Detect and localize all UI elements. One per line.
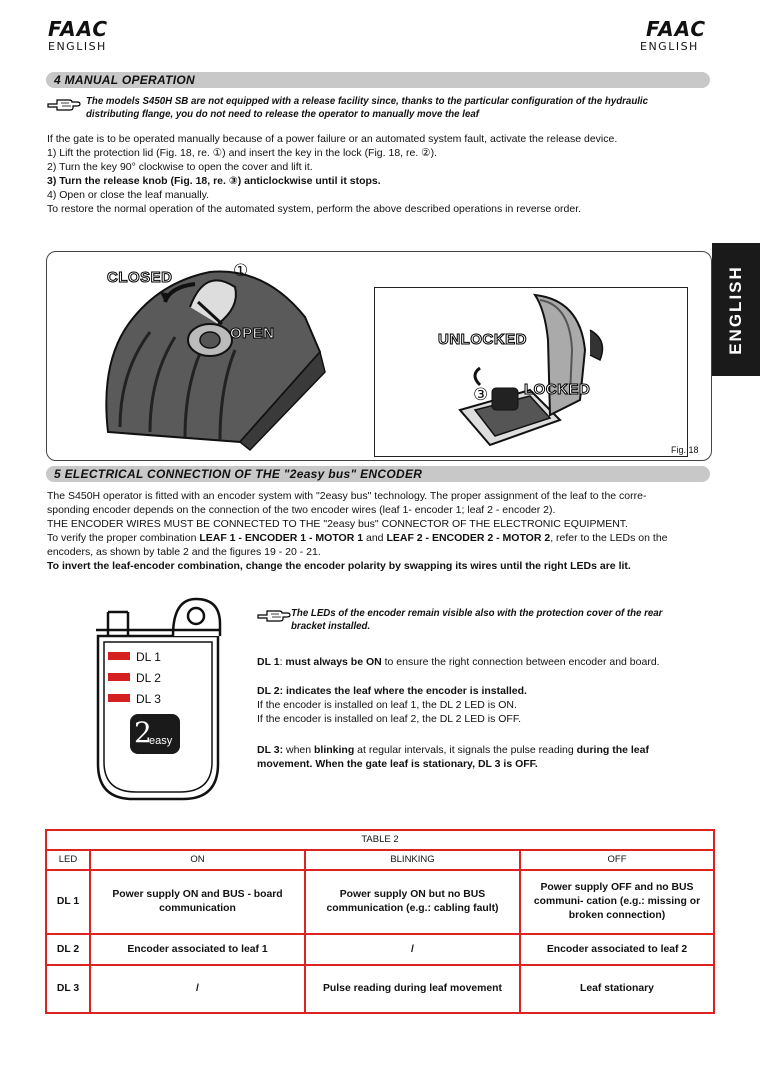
section-5-line-5: encoders, as shown by table 2 and the figures 19 - 20 - 21. — [47, 546, 321, 558]
dl3-c: at regular intervals, it signals the pulse reading — [354, 744, 577, 756]
dl2-line-1: If the encoder is installed on leaf 1, the DL 2 LED is ON. — [257, 699, 517, 711]
section-4-note-line-1: The models S450H SB are not equipped with a release facility since, thanks to the particular configuration of the hydraulic — [86, 96, 649, 107]
table-cell: DL 1 — [46, 870, 90, 934]
faac-logo-left: FAAC — [48, 17, 109, 41]
table-cell: Power supply OFF and no BUS communi- cation (e.g.: missing or broken connection) — [520, 870, 714, 934]
table-cell: Power supply ON but no BUS communication (e.g.: cabling fault) — [305, 870, 520, 934]
pointing-hand-icon — [47, 95, 81, 111]
section-4-intro: If the gate is to be operated manually because of a power failure or an automated system fault, activate the release device. — [47, 133, 618, 145]
dl3-a: when — [283, 744, 314, 756]
dl3-line-1 — [257, 743, 649, 757]
label-closed: CLOSED — [107, 269, 173, 286]
dl2-title: DL 2: indicates the leaf where the encoder is installed. — [257, 685, 527, 697]
label-locked: LOCKED — [524, 381, 591, 398]
reference-3: ③ — [473, 385, 489, 404]
table-cell: DL 2 — [46, 934, 90, 965]
dl3-line-2 — [257, 757, 538, 771]
figure-18-caption: Fig. 18 — [671, 445, 699, 455]
table-header-off: OFF — [520, 850, 714, 870]
table-header-led: LED — [46, 850, 90, 870]
line-4-tail: , refer to the LEDs on the — [550, 532, 668, 544]
section-4-closing: To restore the normal operation of the automated system, perform the above described operations in reverse order. — [47, 203, 582, 215]
section-4-note-line-2: distributing flange, you do not need to release the operator to manually move the leaf — [86, 109, 479, 120]
step-1: 1) Lift the protection lid (Fig. 18, re. ①) and insert the key in the lock (Fig. 18, re. ②). — [47, 147, 437, 159]
operator-lid-illustration — [90, 262, 350, 452]
table-header-blinking: BLINKING — [305, 850, 520, 870]
table-row — [46, 965, 714, 1013]
line-4-text: To verify the proper combination — [47, 532, 200, 544]
line-4-combo-2: LEAF 2 - ENCODER 2 - MOTOR 2 — [386, 532, 551, 544]
side-tab-label: ENGLISH — [726, 264, 745, 355]
table-row — [46, 870, 714, 934]
dl1-description: DL 1: must always be ON to ensure the right connection between encoder and board. — [257, 656, 660, 668]
dl3-f: . When the gate leaf is stationary, DL 3 is OFF. — [309, 758, 538, 770]
faac-logo-right: FAAC — [646, 17, 707, 41]
section-5-title: 5 ELECTRICAL CONNECTION OF THE "2easy bus" ENCODER — [54, 467, 423, 481]
encoder-label-dl1: DL 1 — [136, 650, 161, 664]
dl2-line-2: If the encoder is installed on leaf 2, the DL 2 LED is OFF. — [257, 713, 521, 725]
table-cell: Encoder associated to leaf 2 — [520, 934, 714, 965]
table-caption: TABLE 2 — [46, 830, 714, 850]
dl1-bold: must always be ON — [285, 656, 382, 668]
table-cell: DL 3 — [46, 965, 90, 1013]
table-cell: Encoder associated to leaf 1 — [90, 934, 305, 965]
step-2: 2) Turn the key 90° clockwise to open the cover and lift it. — [47, 161, 313, 173]
led-dl3 — [108, 694, 130, 702]
table-cell: Pulse reading during leaf movement — [305, 965, 520, 1013]
encoder-label-dl3: DL 3 — [136, 692, 161, 706]
dl3-movement: movement — [257, 758, 310, 770]
release-knob-illustration — [440, 290, 610, 450]
2easy-logo-digit: 2 — [134, 716, 152, 749]
table-cell: Leaf stationary — [520, 965, 714, 1013]
table-cell: / — [90, 965, 305, 1013]
section-5-line-3: THE ENCODER WIRES MUST BE CONNECTED TO THE "2easy bus" CONNECTOR OF THE ELECTRONIC EQUIPMENT. — [47, 518, 628, 530]
dl3-blinking: blinking — [314, 744, 355, 756]
led-note-line-1: The LEDs of the encoder remain visible also with the protection cover of the rear — [291, 608, 663, 619]
line-4-and: and — [363, 532, 387, 544]
2easy-logo-text: easy — [149, 735, 173, 747]
pointing-hand-icon — [257, 606, 291, 622]
section-5-line-4 — [47, 531, 668, 545]
table-cell: / — [305, 934, 520, 965]
section-5-line-2: sponding encoder depends on the connection of the two encoder wires (leaf 1- encoder 1; leaf 2 - encoder 2). — [47, 504, 556, 516]
reference-1: ① — [233, 261, 249, 280]
language-label-left: ENGLISH — [48, 40, 107, 53]
table-header-on: ON — [90, 850, 305, 870]
section-4-title: 4 MANUAL OPERATION — [54, 73, 195, 87]
dl1-rest: to ensure the right connection between encoder and board. — [381, 656, 660, 668]
dl3-label: DL 3: — [257, 744, 284, 756]
table-2 — [45, 829, 715, 1014]
label-unlocked: UNLOCKED — [438, 331, 527, 348]
led-note-line-2: bracket installed. — [291, 621, 371, 632]
table-row — [46, 934, 714, 965]
label-open: OPEN — [230, 325, 275, 342]
language-side-tab — [712, 243, 760, 376]
dl1-label: DL 1 — [257, 656, 280, 668]
dl3-d: during the leaf — [576, 744, 649, 756]
language-label-right: ENGLISH — [640, 40, 699, 53]
step-3: 3) Turn the release knob (Fig. 18, re. ③) anticlockwise until it stops. — [47, 175, 381, 187]
line-4-combo-1: LEAF 1 - ENCODER 1 - MOTOR 1 — [199, 532, 364, 544]
section-4-header — [46, 72, 710, 88]
led-dl2 — [108, 673, 130, 681]
table-cell: Power supply ON and BUS - board communication — [90, 870, 305, 934]
section-5-line-6: To invert the leaf-encoder combination, change the encoder polarity by swapping its wires until the right LEDs are lit. — [47, 560, 631, 572]
section-5-line-1: The S450H operator is fitted with an encoder system with "2easy bus" technology. The proper assignment of the leaf to the corre- — [47, 490, 647, 502]
led-dl1 — [108, 652, 130, 660]
section-5-header — [46, 466, 710, 482]
encoder-label-dl2: DL 2 — [136, 671, 161, 685]
step-4: 4) Open or close the leaf manually. — [47, 189, 210, 201]
